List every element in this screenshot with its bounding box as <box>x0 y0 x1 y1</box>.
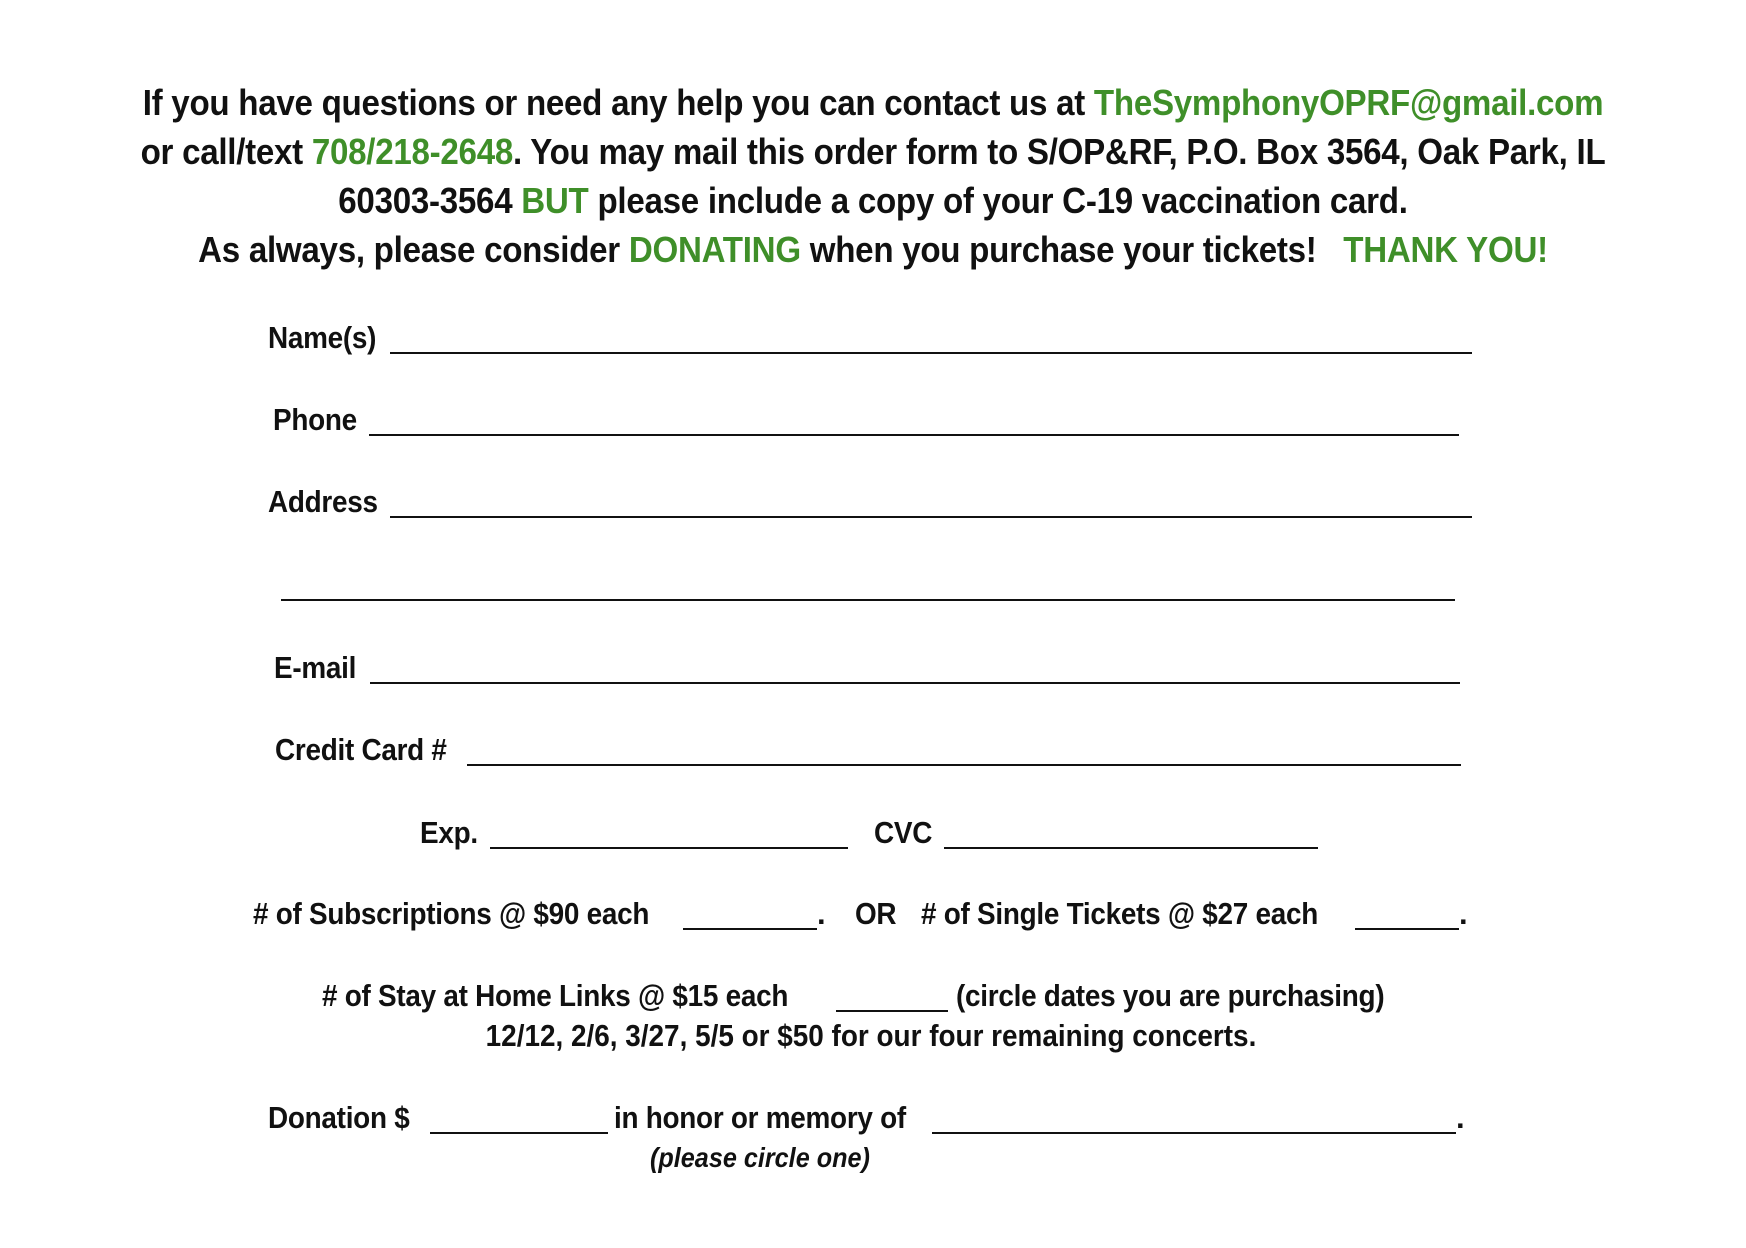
intro-text: . You may mail this order form to S/OP&RF, P.O. Box 3564, Oak Park, IL <box>512 131 1606 172</box>
honor-memory-label: in honor or memory of <box>614 1100 906 1135</box>
contact-email-link[interactable]: TheSymphonyOPRF@gmail.com <box>1093 82 1604 123</box>
exp-cvc-row <box>420 813 1318 853</box>
credit-card-field[interactable] <box>467 734 1461 766</box>
exp-field[interactable] <box>490 817 848 849</box>
intro-line-3 <box>125 176 1621 225</box>
credit-card-label: Credit Card # <box>275 732 447 767</box>
intro-text: or call/text <box>140 131 312 172</box>
intro-text: As always, please consider <box>198 229 629 270</box>
exp-label: Exp. <box>420 815 478 850</box>
circle-dates-note: (circle dates you are purchasing) <box>956 978 1385 1013</box>
names-label: Name(s) <box>268 320 377 355</box>
or-text: OR <box>855 896 897 931</box>
intro-line-2 <box>125 127 1621 176</box>
stay-at-home-row <box>322 976 1416 1016</box>
circle-one-note: (please circle one) <box>650 1142 870 1173</box>
intro-line-4 <box>125 225 1621 274</box>
credit-card-row <box>275 730 1461 770</box>
emphasis-donating: DONATING <box>628 229 801 270</box>
address-row <box>268 482 1472 522</box>
stay-at-home-quantity-field[interactable] <box>836 980 948 1012</box>
donation-amount-field[interactable] <box>430 1102 608 1134</box>
address-line-2-row <box>281 569 1455 605</box>
intro-text: 60303-3564 <box>338 180 522 221</box>
stay-at-home-label: # of Stay at Home Links @ $15 each <box>322 978 789 1013</box>
honor-memory-name-field[interactable] <box>932 1102 1456 1134</box>
names-row <box>268 318 1472 358</box>
period-text: . <box>1456 1100 1465 1135</box>
phone-row <box>273 400 1459 440</box>
email-field[interactable] <box>370 652 1460 684</box>
donation-label: Donation $ <box>268 1100 410 1135</box>
email-row <box>274 648 1460 688</box>
period-text: . <box>817 896 826 931</box>
emphasis-but: BUT <box>521 180 589 221</box>
subscriptions-quantity-field[interactable] <box>683 898 817 930</box>
concert-dates-line: 12/12, 2/6, 3/27, 5/5 or $50 for our four remaining concerts. <box>485 1018 1257 1053</box>
cvc-field[interactable] <box>944 817 1318 849</box>
address-label: Address <box>268 484 378 519</box>
phone-field[interactable] <box>369 404 1459 436</box>
single-tickets-quantity-field[interactable] <box>1355 898 1459 930</box>
intro-text: when you purchase your tickets! <box>800 229 1317 270</box>
intro-text: If you have questions or need any help you can contact us at <box>142 82 1094 123</box>
phone-label: Phone <box>273 402 357 437</box>
thank-you-text: THANK YOU! <box>1343 229 1548 270</box>
intro-line-1 <box>125 78 1621 127</box>
address-line-2-field[interactable] <box>281 569 1455 601</box>
subscriptions-label: # of Subscriptions @ $90 each <box>253 896 650 931</box>
address-field[interactable] <box>390 486 1472 518</box>
contact-phone: 708/218-2648 <box>311 131 513 172</box>
period-text: . <box>1459 896 1468 931</box>
single-tickets-label: # of Single Tickets @ $27 each <box>921 896 1318 931</box>
intro-text: please include a copy of your C-19 vaccination card. <box>588 180 1408 221</box>
names-field[interactable] <box>390 322 1472 354</box>
email-label: E-mail <box>274 650 357 685</box>
donation-row <box>268 1098 1464 1138</box>
cvc-label: CVC <box>874 815 933 850</box>
contact-instructions <box>125 78 1621 274</box>
tickets-row <box>253 894 1467 934</box>
